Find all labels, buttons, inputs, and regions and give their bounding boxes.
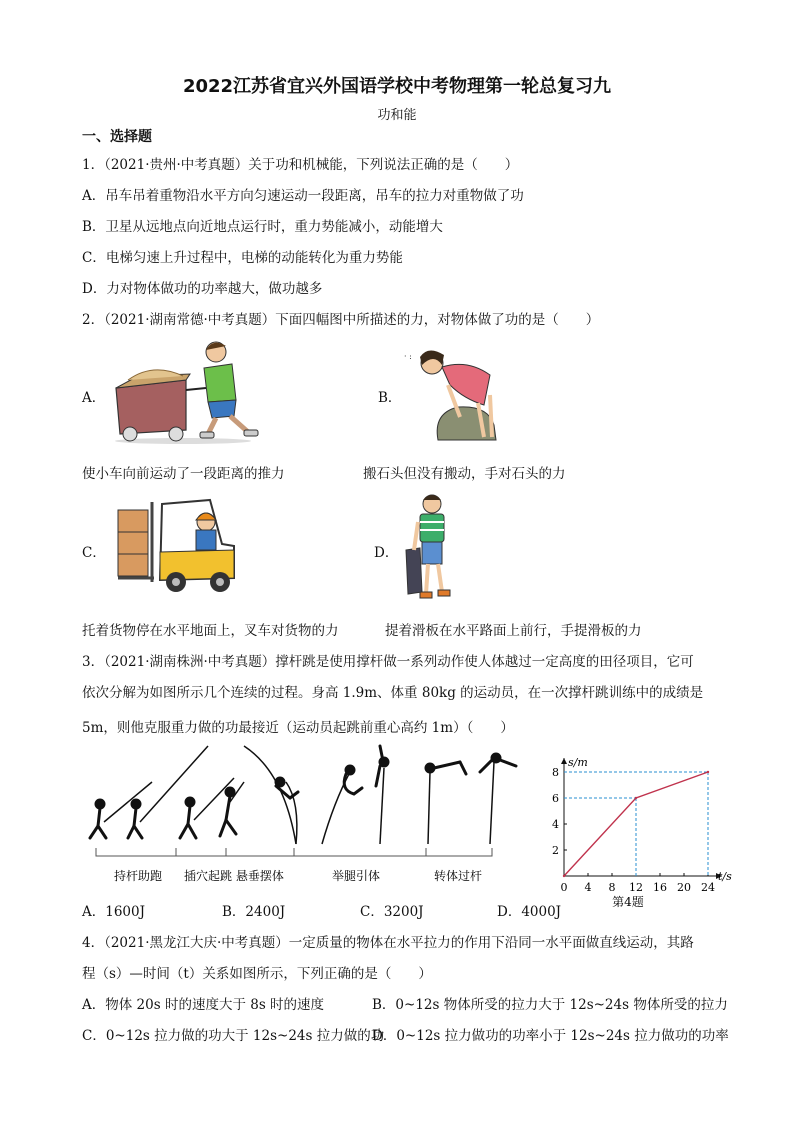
y-tick-label: 4 [552,818,559,831]
phase-label-2: 插穴起跳 悬垂摆体 [184,869,284,883]
q3-option-b: B．2400J [222,904,286,920]
cart-push-illustration [108,338,270,444]
q1-option-a: A．吊车吊着重物沿水平方向匀速运动一段距离，吊车的拉力对重物做了功 [82,188,524,204]
data-point [635,797,637,799]
x-tick-label: 24 [701,881,715,894]
svg-text:· :: · : [404,352,412,361]
phase-label-4: 转体过杆 [434,869,483,883]
q2-caption-c: 托着货物停在水平地面上，叉车对货物的力 [82,623,339,639]
q1-option-b: B．卫星从远地点向近地点运行时，重力势能减小，动能增大 [82,219,443,235]
y-tick-label: 2 [552,844,559,857]
q3-option-d: D．4000J [497,904,562,920]
x-axis-label: t/s [718,870,732,883]
x-tick-label: 0 [560,881,568,894]
data-point [707,771,709,773]
q4-stem-line2: 程（s）—时间（t）关系如图所示，下列正确的是（ ） [82,966,432,982]
x-tick-label: 4 [584,881,592,894]
q3-stem-line1: 3．（2021·湖南株洲·中考真题）撑杆跳是使用撑杆做一系列动作使人体越过一定高度的田径项目，它可 [82,654,694,670]
q2-caption-a: 使小车向前运动了一段距离的推力 [82,466,285,482]
q2-stem: 2．（2021·湖南常德·中考真题）下面四幅图中所描述的力，对物体做了功的是（ ） [82,312,600,328]
q2-label-c: C． [82,545,106,561]
x-tick-label: 12 [629,881,643,894]
x-tick-label: 16 [653,881,667,894]
page-subtitle: 功和能 [377,108,417,123]
page-title: 2022江苏省宜兴外国语学校中考物理第一轮总复习九 [182,76,612,97]
q3-option-c: C．3200J [360,904,424,920]
q1-option-d: D．力对物体做功的功率越大，做功越多 [82,281,323,297]
distance-time-chart [540,744,732,909]
q2-label-b: B． [378,390,402,406]
q2-caption-b: 搬石头但没有搬动，手对石头的力 [363,466,566,482]
x-tick-label: 8 [608,881,616,894]
q4-option-a: A．物体 20s 时的速度大于 8s 时的速度 [82,997,325,1013]
q1-option-c: C．电梯匀速上升过程中，电梯的动能转化为重力势能 [82,250,403,266]
phase-label-3: 举腿引体 [332,869,381,883]
phase-label-1: 持杆助跑 [114,869,163,883]
data-point [563,875,565,877]
pole-vault-diagram [84,742,524,887]
section-heading: 一、选择题 [82,129,152,145]
x-tick-label: 20 [677,881,691,894]
q3-option-a: A．1600J [82,904,146,920]
q2-caption-d: 提着滑板在水平路面上前行，手提滑板的力 [385,623,642,639]
q3-stem-line2: 依次分解为如图所示几个连续的过程。身高 1.9m、体重 80kg 的运动员，在一次撑杆跳训练中的成绩是 [82,685,704,701]
q4-option-d: D．0~12s 拉力做功的功率小于 12s~24s 拉力做功的功率 [372,1028,729,1044]
lifting-stone-illustration [398,345,508,440]
q4-option-c: C．0~12s 拉力做的功大于 12s~24s 拉力做的功 [82,1028,385,1044]
y-axis-label: s/m [568,756,588,769]
y-axis-arrow [561,758,567,764]
chart-caption: 第4题 [612,895,644,909]
q4-stem-line1: 4．（2021·黑龙江大庆·中考真题）一定质量的物体在水平拉力的作用下沿同一水平面做直线运动，其路 [82,935,694,951]
q2-label-a: A． [82,390,106,406]
q3-stem-line3: 5m，则他克服重力做的功最接近（运动员起跳前重心高约 1m）（ ） [82,720,514,736]
forklift-illustration [110,496,240,596]
y-tick-label: 8 [552,766,559,779]
y-tick-label: 6 [552,792,559,805]
q2-label-d: D． [374,545,399,561]
carrying-skateboard-illustration [398,492,458,604]
q1-stem: 1．（2021·贵州·中考真题）关于功和机械能，下列说法正确的是（ ） [82,157,519,173]
q4-option-b: B．0~12s 物体所受的拉力大于 12s~24s 物体所受的拉力 [372,997,728,1013]
